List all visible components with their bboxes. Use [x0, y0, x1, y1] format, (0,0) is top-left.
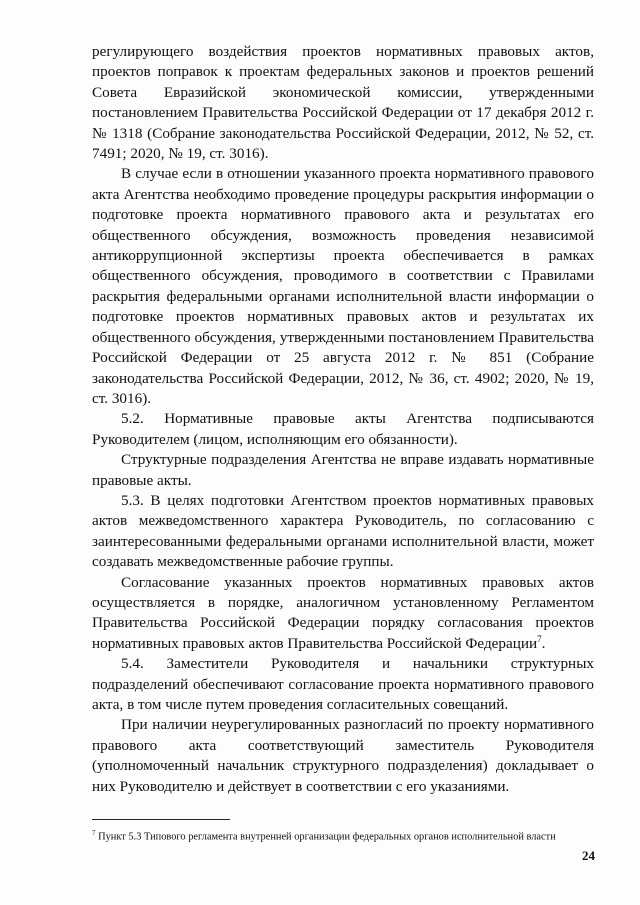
paragraph-5-section-5-3: 5.3. В целях подготовки Агентством проектов нормативных правовых актов межведомственного характера Руководитель, по согласованию с заинтересованными федеральными органами исполнительной власти, может создавать межведомственные рабочие группы.: [92, 491, 594, 571]
paragraph-8: При наличии неурегулированных разногласий по проекту нормативного правового акта соответствующий заместитель Руководителя (уполномоченный начальник структурного подразделения) докладывает о них Руководителю и действует в соответствии с его указаниями.: [92, 716, 594, 795]
footnote-text: Пункт 5.3 Типового регламента внутренней организации федеральных органов исполнительной власти: [95, 831, 556, 843]
paragraph-4: Структурные подразделения Агентства не вправе издавать нормативные правовые акты.: [92, 451, 594, 489]
paragraph-7-section-5-4: 5.4. Заместители Руководителя и начальники структурных подразделений обеспечивают согласование проекта нормативного правового акта, в том числе путем проведения согласительных совещаний.: [92, 655, 594, 713]
footnote-marker: 7: [92, 829, 96, 837]
page-number: 24: [582, 848, 595, 863]
paragraph-2: В случае если в отношении указанного проекта нормативного правового акта Агентства необходимо проведение процедуры раскрытия информации о подготовке проекта нормативного правового акта и результатах его общественного обсуждения, возможность проведения независимой антикоррупционной экспертизы проекта обеспечивается в рамках общественного обсуждения, проводимого в соответствии с Правилами раскрытия федеральными органами исполнительной власти информации о подготовке проектов нормативных правовых актов и результатах их общественного обсуждения, утвержденными постановлением Правительства Российской Федерации от 25 августа 2012 г. № 851 (Собрание законодательства Российской Федерации, 2012, № 36, ст. 4902; 2020, № 19, ст. 3016).: [92, 165, 594, 407]
paragraph-6: [92, 573, 594, 655]
document-body: [92, 42, 594, 797]
paragraph-6-text: Согласование указанных проектов нормативных правовых актов осуществляется в порядке, аналогичном установленному Регламентом Правительства Российской Федерации порядку согласования проектов нормативных правовых актов Правительства Российской Федерации: [92, 573, 594, 652]
paragraph-3-section-5-2: 5.2. Нормативные правовые акты Агентства подписываются Руководителем (лицом, исполняющим его обязанности).: [92, 410, 594, 448]
footnote-reference[interactable]: 7: [537, 633, 542, 644]
paragraph-6-tail: .: [541, 634, 546, 652]
footnote-divider: [92, 819, 230, 820]
paragraph-1: регулирующего воздействия проектов нормативных правовых актов, проектов поправок к проектам федеральных законов и проектов решений Совета Евразийской экономической комиссии, утвержденными постановлением Правительства Российской Федерации от 17 декабря 2012 г. № 1318 (Собрание законодательства Российской Федерации, 2012, № 52, ст. 7491; 2020, № 19, ст. 3016).: [92, 43, 594, 163]
footnote: [92, 827, 594, 843]
